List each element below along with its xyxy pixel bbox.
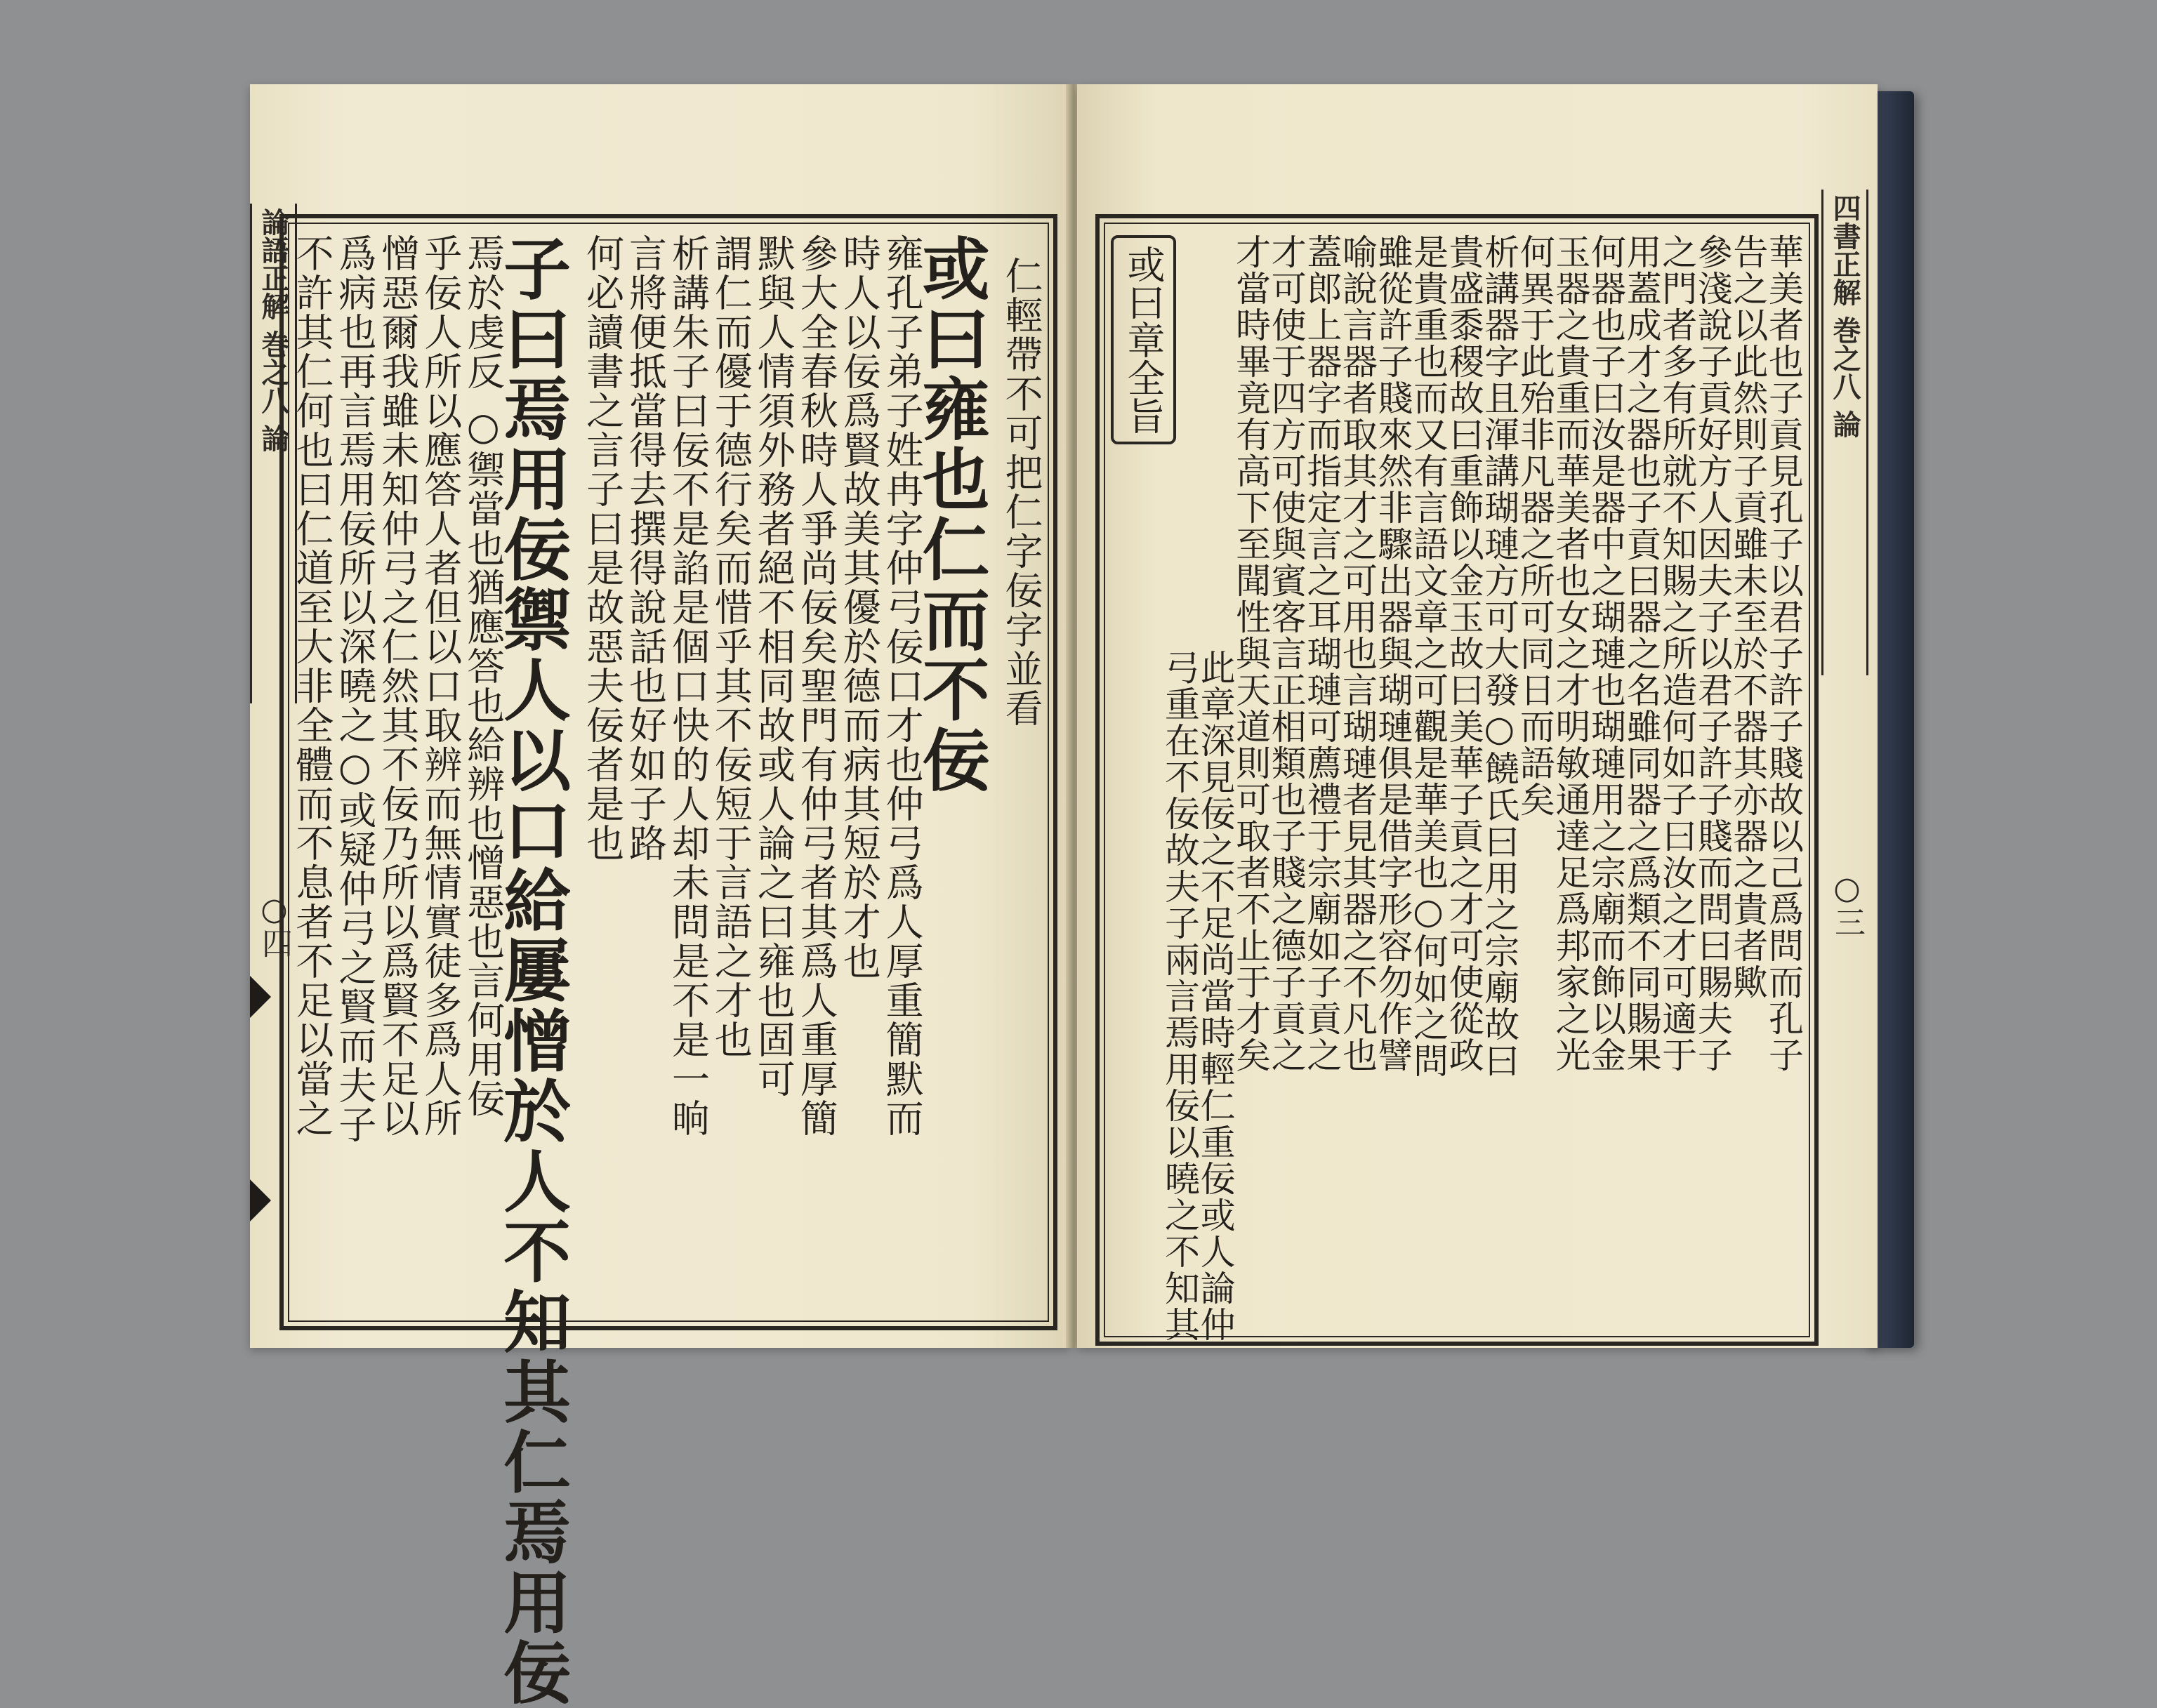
right-commentary-column: 參淺說子貢好方人因夫子以君子許子賤而問曰賜夫子 <box>1691 234 1733 1073</box>
right-commentary-column: 是貴重也而又有言語文章之可觀是華美也○何如之問 <box>1408 234 1449 1079</box>
right-page <box>1077 84 1878 1348</box>
right-commentary-column: 弓重在不佞故夫子兩言焉用佞以曉之不知其 <box>1159 649 1200 1343</box>
right-commentary-column: 雖從許子賤來然非驟出器與瑚璉俱是借字形容勿作譬 <box>1372 234 1413 1073</box>
right-commentary-column: 何異于此殆非凡器之所可同日而語矣 <box>1514 234 1555 818</box>
right-page-number: ○三 <box>1829 870 1865 937</box>
left-commentary-column: 時人以佞爲賢故美其優於德而病其短於才也 <box>837 234 882 981</box>
right-commentary-column: 華美者也子貢見孔子以君子許子賤故以己爲問而孔子 <box>1763 234 1804 1073</box>
right-commentary-column: 貴盛黍稷故曰重飾以金玉故曰美華子貢之才可使從政 <box>1443 234 1484 1073</box>
right-commentary-column: 才可使于四方可使與賓客言正相類也子賤之德子貢之 <box>1265 234 1307 1073</box>
right-commentary-column: 告之以此然則子貢雖未至於不器其亦器之貴者歟 <box>1727 234 1769 1000</box>
right-commentary-column: 此章深見佞之不足尚當時輕仁重佞或人論仲 <box>1194 649 1236 1343</box>
left-margin-title: 論語正解 巻之八 論 <box>250 204 297 703</box>
right-commentary-column: 喻說言器者取其才之可用也言瑚璉者見其器之不凡也 <box>1336 234 1378 1073</box>
left-commentary-column: 雍孔子弟子姓冉字仲弓佞口才也仲弓爲人厚重簡默而 <box>880 234 925 1138</box>
left-main-text-column: 或曰雍也仁而不佞 <box>911 234 991 795</box>
right-commentary-column: 何器也子曰汝是器中之瑚璉也瑚璉用之宗廟而飾以金 <box>1585 234 1627 1073</box>
left-commentary-column: 爲病也再言焉用佞所以深曉之○或疑仲弓之賢而夫子 <box>332 234 377 1144</box>
left-commentary-column: 謂仁而優于德行矣而惜乎其不佞短于言語之才也 <box>708 234 753 1059</box>
right-commentary-column: 玉器之貴重而華美者也女之才明敏通達足爲邦家之光 <box>1550 234 1591 1073</box>
right-text-block <box>1109 228 1805 1343</box>
left-commentary-column: 不許其仁何也曰仁道至大非全體而不息者不足以當之 <box>290 234 334 1138</box>
left-page <box>250 84 1070 1708</box>
right-commentary-column: 才當時畢竟有高下至聞性與天道則可取者不止于才矣 <box>1230 234 1272 1073</box>
left-main-text-column: 子曰焉用佞禦人以口給屢憎於人不知其仁焉用佞 <box>492 234 572 1708</box>
open-book <box>250 84 1914 1708</box>
left-text-block <box>290 228 1043 1708</box>
right-commentary-column: 析講器字且渾講瑚璉方可大發○饒氏曰用之宗廟故曰 <box>1479 234 1520 1079</box>
left-text-frame <box>279 214 1057 1708</box>
left-commentary-column: 何必讀書之言子曰是故惡夫佞者是也 <box>580 234 625 863</box>
right-commentary-column: 用蓋成才之器也子貢曰器之名雖同器之爲類不同賜果 <box>1621 234 1662 1073</box>
left-commentary-column: 言將便抵當得去撰得說話也好如子路 <box>623 234 668 863</box>
left-commentary-column: 參大全春秋時人爭尚佞矣聖門有仲弓者其爲人重厚簡 <box>794 234 839 1138</box>
fold-mark-bottom-left <box>250 1179 271 1222</box>
left-commentary-column: 乎佞人所以應答人者但以口取辨而無情實徒多爲人所 <box>418 234 463 1138</box>
left-commentary-column: 默與人情須外務者絕不相同故或人論之曰雍也固可 <box>751 234 796 1099</box>
left-commentary-column: 析講朱子曰佞不是諂是個口快的人却未問是不是一晌 <box>666 234 711 1138</box>
right-margin-title: 四書正解 巻之八 論 <box>1821 190 1868 675</box>
right-commentary-column: 蓋郎上器字而指定言之耳瑚璉可薦禮于宗廟如子貢之 <box>1301 234 1343 1073</box>
left-page-number: ○四 <box>256 892 292 958</box>
left-commentary-column: 焉於虔反 ○禦當也猶應答也給辨也憎惡也言何用佞 <box>461 234 506 1119</box>
right-text-frame <box>1095 214 1819 1346</box>
chapter-summary-label: 或曰章全旨 <box>1111 235 1176 444</box>
right-commentary-column: 之門者多有所就不知賜之所造何如子曰汝之才可適于 <box>1656 234 1698 1073</box>
left-commentary-column: 仁輕帶不可把仁字佞字並看 <box>999 256 1043 728</box>
left-commentary-column: 憎惡爾我雖未知仲弓之仁然其不佞乃所以爲賢不足以 <box>375 234 420 1138</box>
fold-mark-top-left <box>250 976 271 1018</box>
